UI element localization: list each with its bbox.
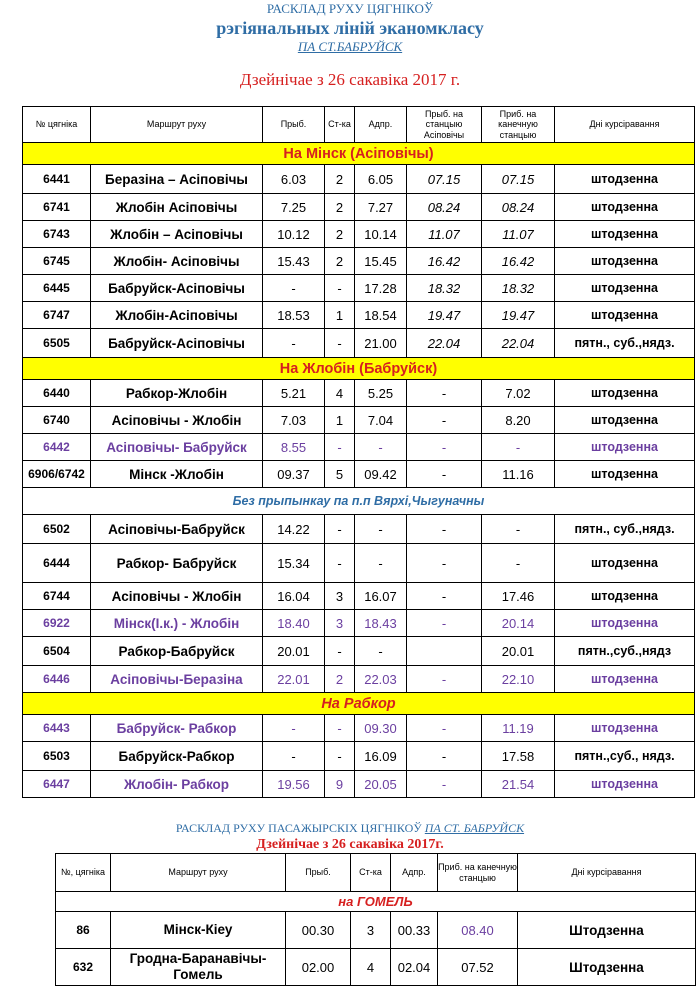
table-cell: -	[482, 434, 555, 461]
table-cell: 07.15	[407, 165, 482, 194]
table-cell: Жлобін- Рабкор	[91, 771, 263, 798]
table-cell: 16.42	[482, 248, 555, 275]
table-row	[23, 666, 695, 693]
table-row	[56, 912, 696, 949]
table-cell: 11.19	[482, 715, 555, 742]
table-cell: пятн.,суб.,нядз	[555, 637, 695, 666]
route-note: Без прыпынкау па п.п Вярхі,Чыгуначны	[23, 488, 695, 515]
table-row	[23, 221, 695, 248]
table-cell: 22.04	[407, 329, 482, 358]
table-row	[23, 610, 695, 637]
header2-effective: Дзейнічае з 26 сакавіка 2017г.	[256, 837, 444, 852]
table-cell: -	[325, 434, 355, 461]
table-cell: 10.12	[263, 221, 325, 248]
table-cell: 20.05	[355, 771, 407, 798]
col-header: Приб. на канечную станцыю	[438, 854, 518, 892]
table2-header-row	[56, 854, 696, 892]
table-row	[23, 380, 695, 407]
table-cell: -	[325, 544, 355, 583]
col-header: Адпр.	[355, 107, 407, 143]
table-cell: -	[355, 637, 407, 666]
table-cell: Бабруйск-Асіповічы	[91, 329, 263, 358]
table-cell: -	[355, 515, 407, 544]
table-cell: 07.52	[438, 949, 518, 986]
table-cell: штодзенна	[555, 275, 695, 302]
table-cell: 8.20	[482, 407, 555, 434]
table-cell: Рабкор-Бабруйск	[91, 637, 263, 666]
table-cell: Мінск(I.к.) - Жлобін	[91, 610, 263, 637]
table-cell: Жлобін- Асіповічы	[91, 248, 263, 275]
table-cell: штодзенна	[555, 544, 695, 583]
schedule-table	[22, 106, 695, 798]
table-cell: -	[407, 715, 482, 742]
table-cell: 2	[325, 194, 355, 221]
table-cell: Асіповічы- Бабруйск	[91, 434, 263, 461]
table-cell: Бабруйск-Асіповічы	[91, 275, 263, 302]
col-header: Прыб. на станцыю Асіповічы	[407, 107, 482, 143]
section-header-row	[23, 693, 695, 715]
table-cell: Штодзенна	[518, 949, 696, 986]
table-cell: штодзенна	[555, 771, 695, 798]
effective-date: Дзейнічае з 26 сакавіка 2017 г.	[239, 70, 461, 89]
table-cell: 15.34	[263, 544, 325, 583]
table-cell: -	[263, 275, 325, 302]
table-cell: 21.00	[355, 329, 407, 358]
table-cell: -	[325, 275, 355, 302]
table-cell: штодзенна	[555, 194, 695, 221]
table-cell: пятн., суб.,нядз.	[555, 515, 695, 544]
table-row	[23, 194, 695, 221]
table-cell: 17.46	[482, 583, 555, 610]
table-cell: 22.01	[263, 666, 325, 693]
table-cell: 4	[325, 380, 355, 407]
table-cell: 632	[56, 949, 111, 986]
table-cell: 02.04	[391, 949, 438, 986]
table-cell: 2	[325, 165, 355, 194]
table-cell: -	[325, 637, 355, 666]
col-header: Дні курсіравання	[555, 107, 695, 143]
section-title: На Рабкор	[23, 693, 695, 715]
col-header: Ст-ка	[351, 854, 391, 892]
table-cell: 2	[325, 666, 355, 693]
table-cell: 6504	[23, 637, 91, 666]
col-header: № цягніка	[23, 107, 91, 143]
table-cell: 14.22	[263, 515, 325, 544]
table-cell: штодзенна	[555, 248, 695, 275]
table-cell: 6440	[23, 380, 91, 407]
table-cell: штодзенна	[555, 380, 695, 407]
table-cell: 6744	[23, 583, 91, 610]
table-cell: -	[407, 771, 482, 798]
table-cell: Асіповічы - Жлобін	[91, 583, 263, 610]
table-cell: 3	[351, 912, 391, 949]
table-cell: 86	[56, 912, 111, 949]
col-header: Дні курсіравання	[518, 854, 696, 892]
table-cell: 6503	[23, 742, 91, 771]
table-cell: 3	[325, 583, 355, 610]
table-cell: 00.30	[286, 912, 351, 949]
section-header-row	[23, 143, 695, 165]
table-cell: Асіповічы-Бабруйск	[91, 515, 263, 544]
table-cell: 22.10	[482, 666, 555, 693]
table-cell: 09.30	[355, 715, 407, 742]
table-cell: -	[407, 610, 482, 637]
table-cell: -	[263, 742, 325, 771]
col-header: Маршрут руху	[111, 854, 286, 892]
table-row	[23, 544, 695, 583]
table-cell: -	[325, 515, 355, 544]
table-row	[23, 583, 695, 610]
table-cell: штодзенна	[555, 407, 695, 434]
table-cell: 6505	[23, 329, 91, 358]
table-cell: Рабкор- Бабруйск	[91, 544, 263, 583]
table-cell: 7.27	[355, 194, 407, 221]
table-cell: -	[355, 544, 407, 583]
table-cell: 7.02	[482, 380, 555, 407]
table-cell: 6445	[23, 275, 91, 302]
table-cell: Рабкор-Жлобін	[91, 380, 263, 407]
table-cell: -	[407, 434, 482, 461]
table-cell: 07.15	[482, 165, 555, 194]
table-cell: 02.00	[286, 949, 351, 986]
table-cell: 11.16	[482, 461, 555, 488]
col-header: №, цягніка	[56, 854, 111, 892]
table-cell: 16.07	[355, 583, 407, 610]
table-row	[23, 165, 695, 194]
table-row	[23, 515, 695, 544]
table-cell: Беразіна – Асіповічы	[91, 165, 263, 194]
table-cell: -	[407, 515, 482, 544]
table-cell: 2	[325, 248, 355, 275]
table-cell: 08.24	[407, 194, 482, 221]
table-cell: 3	[325, 610, 355, 637]
table-cell: 16.09	[355, 742, 407, 771]
table-cell: -	[407, 583, 482, 610]
table-cell: 09.37	[263, 461, 325, 488]
table-cell: штодзенна	[555, 434, 695, 461]
table-cell: 15.45	[355, 248, 407, 275]
table-row	[23, 302, 695, 329]
table-cell: 6747	[23, 302, 91, 329]
section-header-row	[23, 358, 695, 380]
table-cell: штодзенна	[555, 715, 695, 742]
table-cell: -	[407, 380, 482, 407]
table-cell: Асіповічы-Беразіна	[91, 666, 263, 693]
table-cell: Бабруйск- Рабкор	[91, 715, 263, 742]
table-cell: 22.04	[482, 329, 555, 358]
table-cell: 5.25	[355, 380, 407, 407]
table-row	[56, 949, 696, 986]
table-row	[23, 637, 695, 666]
header-line1: РАСКЛАД РУХУ ЦЯГНІКОЎ	[266, 1, 434, 16]
header2-title	[0, 822, 700, 834]
table-cell: Жлобін Асіповічы	[91, 194, 263, 221]
table-header-row	[23, 107, 695, 143]
table-cell: штодзенна	[555, 221, 695, 248]
table-cell: Штодзенна	[518, 912, 696, 949]
header2-title-link: ПА СТ. БАБРУЙСК	[424, 821, 525, 835]
table-cell: Мінск-Кіеу	[111, 912, 286, 949]
table-cell: -	[482, 544, 555, 583]
table-cell: 18.32	[482, 275, 555, 302]
table-cell: 6906/6742	[23, 461, 91, 488]
table-cell: 16.04	[263, 583, 325, 610]
table-cell: -	[482, 515, 555, 544]
table-cell: 11.07	[482, 221, 555, 248]
col-header: Адпр.	[391, 854, 438, 892]
table-cell: 09.42	[355, 461, 407, 488]
table-cell: 6441	[23, 165, 91, 194]
table-cell: 19.56	[263, 771, 325, 798]
table-cell: 6745	[23, 248, 91, 275]
table-cell: 6741	[23, 194, 91, 221]
table-cell: 16.42	[407, 248, 482, 275]
table-row	[23, 329, 695, 358]
table-cell: 10.14	[355, 221, 407, 248]
section-title: на ГОМЕЛЬ	[56, 892, 696, 912]
col-header: Маршрут руху	[91, 107, 263, 143]
table-cell: штодзенна	[555, 583, 695, 610]
table-cell: 19.47	[482, 302, 555, 329]
table-cell: 7.25	[263, 194, 325, 221]
table-cell: 5	[325, 461, 355, 488]
table-cell: 1	[325, 407, 355, 434]
table-cell: 5.21	[263, 380, 325, 407]
header-line3: ПА СТ.БАБРУЙСК	[297, 39, 403, 54]
table-cell: 20.14	[482, 610, 555, 637]
table-row	[23, 248, 695, 275]
table-cell: 6922	[23, 610, 91, 637]
table-cell: 15.43	[263, 248, 325, 275]
table-cell: 18.40	[263, 610, 325, 637]
table-cell: пятн., суб.,нядз.	[555, 329, 695, 358]
passenger-schedule-table	[55, 853, 696, 986]
table-row	[23, 461, 695, 488]
table-cell: 18.54	[355, 302, 407, 329]
table-cell: -	[263, 715, 325, 742]
table-cell: 6.03	[263, 165, 325, 194]
table-cell: штодзенна	[555, 610, 695, 637]
header-line2: рэгіянальных ліній эканомкласу	[216, 18, 484, 38]
table-cell: штодзенна	[555, 666, 695, 693]
header2-title-text: РАСКЛАД РУХУ ПАСАЖЫРСКІХ ЦЯГНІКОЎ	[175, 821, 425, 835]
table-cell: -	[325, 742, 355, 771]
table-cell: пятн.,суб., нядз.	[555, 742, 695, 771]
table-cell: Асіповічы - Жлобін	[91, 407, 263, 434]
table-cell: 6743	[23, 221, 91, 248]
table-cell: -	[355, 434, 407, 461]
table-cell: 18.43	[355, 610, 407, 637]
table-cell	[407, 637, 482, 666]
table-cell: 1	[325, 302, 355, 329]
table-cell: 8.55	[263, 434, 325, 461]
table-cell: -	[407, 461, 482, 488]
table-cell: штодзенна	[555, 461, 695, 488]
table-cell: 7.04	[355, 407, 407, 434]
table-cell: 08.24	[482, 194, 555, 221]
table-cell: -	[407, 666, 482, 693]
col-header: Прыб.	[263, 107, 325, 143]
table-cell: Мінск -Жлобін	[91, 461, 263, 488]
table-row	[23, 771, 695, 798]
table-cell: 20.01	[263, 637, 325, 666]
table-cell: -	[407, 742, 482, 771]
col-header: Приб. на канечную станцыю	[482, 107, 555, 143]
table-cell: 6447	[23, 771, 91, 798]
table-row	[23, 275, 695, 302]
table-cell: 6.05	[355, 165, 407, 194]
table-cell: -	[407, 544, 482, 583]
table-row	[23, 434, 695, 461]
section-title: На Жлобін (Бабруйск)	[23, 358, 695, 380]
col-header: Прыб.	[286, 854, 351, 892]
table-cell: 6442	[23, 434, 91, 461]
table-cell: -	[325, 715, 355, 742]
table-row	[23, 715, 695, 742]
table-cell: -	[325, 329, 355, 358]
table-cell: 17.58	[482, 742, 555, 771]
table-row	[23, 407, 695, 434]
table-cell: 6443	[23, 715, 91, 742]
table-cell: 2	[325, 221, 355, 248]
table-cell: Жлобін-Асіповічы	[91, 302, 263, 329]
section-header-row	[56, 892, 696, 912]
table-cell: 18.32	[407, 275, 482, 302]
col-header: Ст-ка	[325, 107, 355, 143]
table-cell: 11.07	[407, 221, 482, 248]
table-cell: 4	[351, 949, 391, 986]
table-cell: Бабруйск-Рабкор	[91, 742, 263, 771]
table-cell: штодзенна	[555, 165, 695, 194]
table-cell: -	[263, 329, 325, 358]
table-cell: -	[407, 407, 482, 434]
table-cell: 9	[325, 771, 355, 798]
table-cell: 18.53	[263, 302, 325, 329]
table-cell: 7.03	[263, 407, 325, 434]
table-cell: 21.54	[482, 771, 555, 798]
table-cell: 19.47	[407, 302, 482, 329]
table-cell: 00.33	[391, 912, 438, 949]
table-cell: 20.01	[482, 637, 555, 666]
table-cell: 6444	[23, 544, 91, 583]
table-cell: Гродна-Баранавічы-Гомель	[111, 949, 286, 986]
table-row	[23, 742, 695, 771]
table-cell: Жлобін – Асіповічы	[91, 221, 263, 248]
table-cell: 08.40	[438, 912, 518, 949]
table-cell: 6740	[23, 407, 91, 434]
table-cell: 6502	[23, 515, 91, 544]
section-title: На Мінск (Асіповічы)	[23, 143, 695, 165]
note-row	[23, 488, 695, 515]
table-cell: 6446	[23, 666, 91, 693]
table-cell: 17.28	[355, 275, 407, 302]
table-cell: штодзенна	[555, 302, 695, 329]
table-cell: 22.03	[355, 666, 407, 693]
